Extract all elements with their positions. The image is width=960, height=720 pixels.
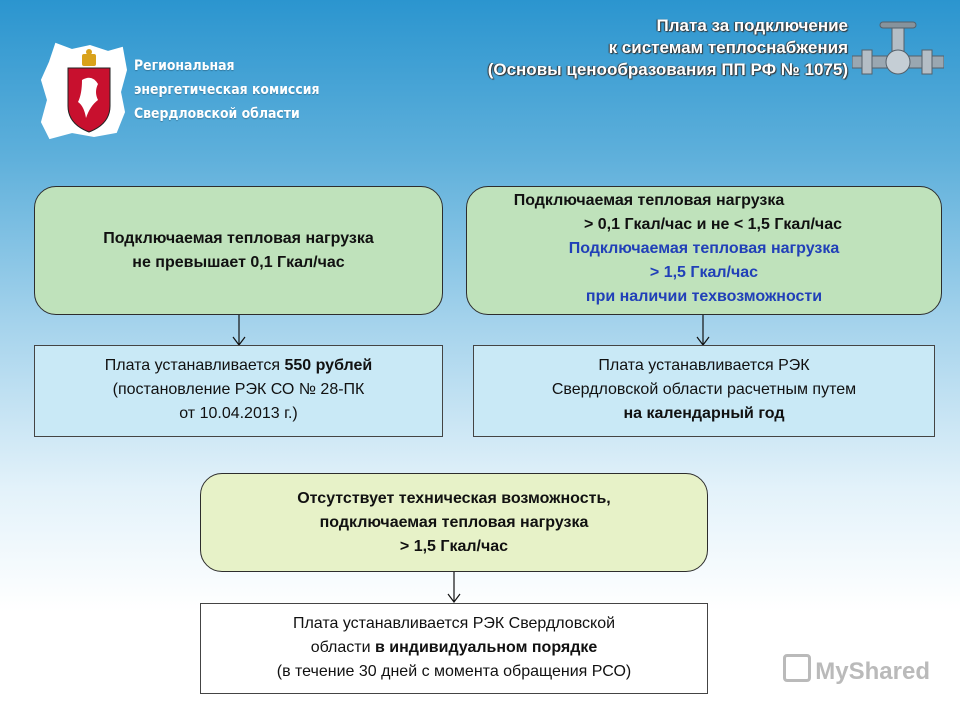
condition-text-blue: при наличии техвозможности [585,288,823,305]
arrow-down-icon [695,315,711,346]
condition-text: Подключаемая тепловая нагрузка [513,192,785,209]
watermark-icon [783,654,811,682]
title-line-1: Плата за подключение [656,16,848,35]
pipe-valve-icon [852,20,944,96]
condition-text: не превышает 0,1 Гкал/час [132,254,345,271]
result-line: от 10.04.2013 г.) [179,405,298,422]
title-line-3: (Основы ценообразования ПП РФ № 1075) [487,60,848,79]
result-bold-text: на календарный год [623,405,785,422]
result-line: Плата устанавливается РЭК [598,357,810,374]
condition-box-no-tech-capacity [200,473,708,572]
result-bold-text: в индивидуальном порядке [375,639,598,656]
result-line: Плата устанавливается РЭК Свердловской [292,615,616,632]
pipe-valve-image [852,20,944,96]
result-line [201,636,707,660]
result-line [35,354,442,378]
page-title [488,15,848,81]
condition-text-blue: > 1,5 Гкал/час [649,264,759,281]
condition-box-0-1-to-1-5 [466,186,942,315]
watermark [783,654,930,686]
result-amount: 550 рублей [284,357,373,374]
result-box-individual [200,603,708,694]
title-line-2: к системам теплоснабжения [608,38,848,57]
condition-text-blue: Подключаемая тепловая нагрузка [568,240,840,257]
org-name-line-2: энергетическая комиссия [134,82,320,98]
condition-text: > 0,1 Гкал/час и не < 1,5 Гкал/час [583,216,843,233]
condition-text: Подключаемая тепловая нагрузка [103,230,374,247]
result-line [474,402,934,426]
result-line: Свердловской области расчетным путем [551,381,857,398]
arrow-down-icon [446,572,462,603]
condition-text: Отсутствует техническая возможность, [297,490,611,507]
org-name-line-3: Свердловской области [134,106,300,122]
watermark-text: MyShared [815,658,930,685]
result-box-550-rub [34,345,443,437]
org-name [134,54,364,126]
org-name-line-1: Региональная [134,58,235,74]
result-text: Плата устанавливается [104,357,285,374]
condition-text: > 1,5 Гкал/час [399,538,509,555]
region-map-icon [38,40,130,140]
result-line: (постановление РЭК СО № 28-ПК [112,381,365,398]
condition-text: подключаемая тепловая нагрузка [319,514,589,531]
logo [38,40,130,140]
arrow-down-icon [231,315,247,346]
result-box-calculated [473,345,935,437]
result-line: (в течение 30 дней с момента обращения РСО) [276,663,632,680]
result-text: области [310,639,375,656]
